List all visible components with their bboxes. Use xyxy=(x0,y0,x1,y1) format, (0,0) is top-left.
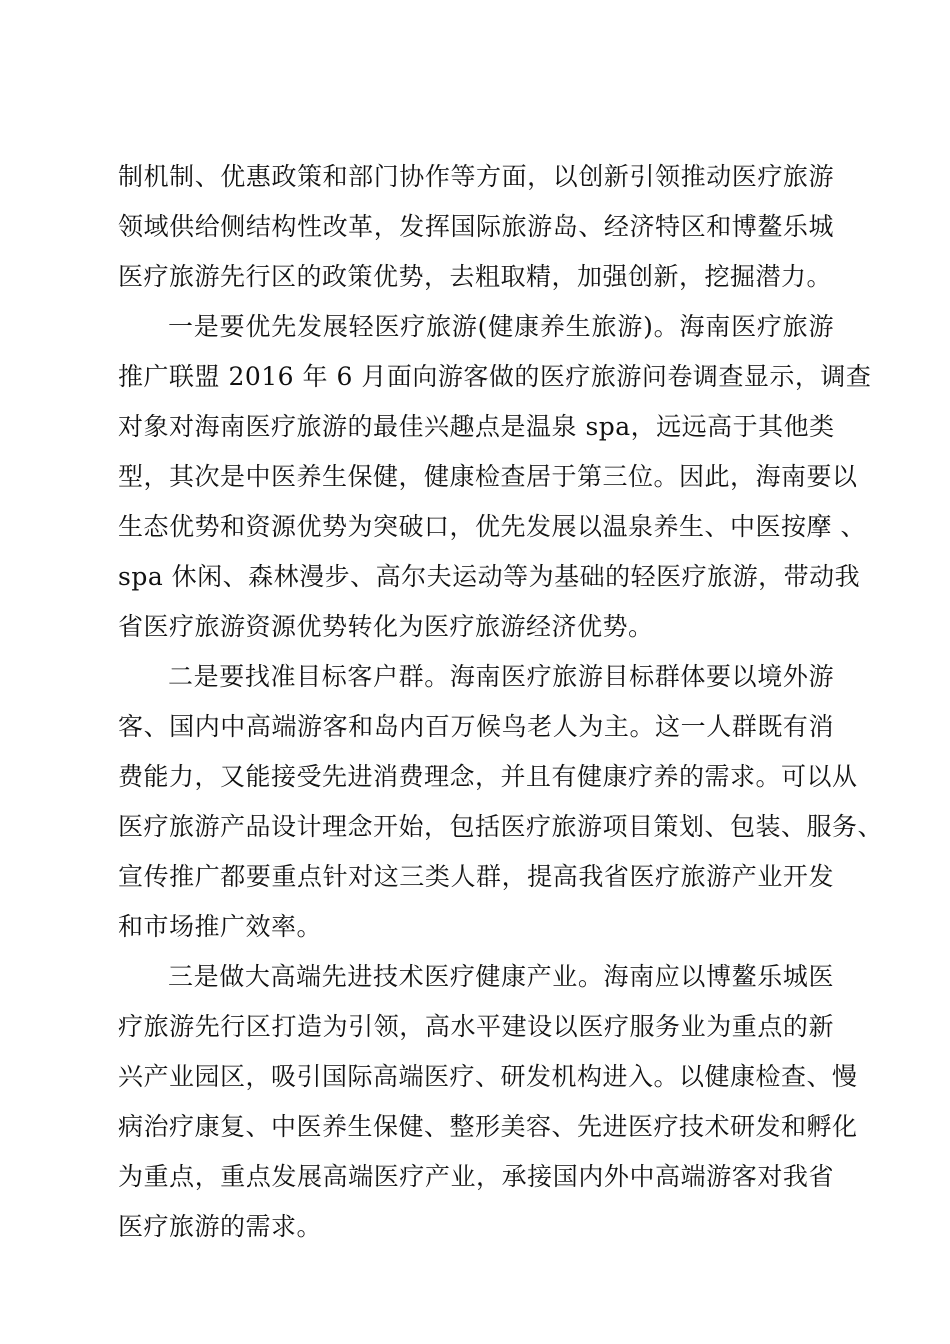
text-line: 对象对海南医疗旅游的最佳兴趣点是温泉 spa，远远高于其他类 xyxy=(118,412,835,441)
paragraph-4 xyxy=(118,952,858,1252)
text-line: 费能力，又能接受先进消费理念，并且有健康疗养的需求。可以从 xyxy=(118,762,858,791)
text-line: 生态优势和资源优势为突破口，优先发展以温泉养生、中医按摩 、 xyxy=(118,512,866,541)
document-body xyxy=(118,152,884,1252)
text-line: 疗旅游先行区打造为引领，高水平建设以医疗服务业为重点的新 xyxy=(118,1012,834,1041)
text-line: 一是要优先发展轻医疗旅游(健康养生旅游)。海南医疗旅游 xyxy=(168,312,834,341)
paragraph-3 xyxy=(118,652,884,952)
text-line: 宣传推广都要重点针对这三类人群，提高我省医疗旅游产业开发 xyxy=(118,862,834,891)
text-line: spa 休闲、森林漫步、高尔夫运动等为基础的轻医疗旅游，带动我 xyxy=(118,562,861,591)
text-line: 和市场推广效率。 xyxy=(118,912,323,941)
text-line: 医疗旅游先行区的政策优势，去粗取精，加强创新，挖掘潜力。 xyxy=(118,262,833,291)
text-line: 为重点，重点发展高端医疗产业，承接国内外中高端游客对我省 xyxy=(118,1162,834,1191)
text-line: 医疗旅游产品设计理念开始，包括医疗旅游项目策划、包装、服务、 xyxy=(118,812,884,841)
text-line: 客、国内中高端游客和岛内百万候鸟老人为主。这一人群既有消 xyxy=(118,712,834,741)
text-line: 兴产业园区，吸引国际高端医疗、研发机构进入。以健康检查、慢 xyxy=(118,1062,858,1091)
paragraph-1 xyxy=(118,152,834,302)
text-line: 三是做大高端先进技术医疗健康产业。海南应以博鳌乐城医 xyxy=(168,962,834,991)
text-line: 制机制、优惠政策和部门协作等方面，以创新引领推动医疗旅游 xyxy=(118,162,834,191)
text-line: 医疗旅游的需求。 xyxy=(118,1212,323,1241)
text-line: 病治疗康复、中医养生保健、整形美容、先进医疗技术研发和孵化 xyxy=(118,1112,858,1141)
text-line: 领域供给侧结构性改革，发挥国际旅游岛、经济特区和博鳌乐城 xyxy=(118,212,834,241)
text-line: 推广联盟 2016 年 6 月面向游客做的医疗旅游问卷调查显示，调查 xyxy=(118,362,872,391)
text-line: 省医疗旅游资源优势转化为医疗旅游经济优势。 xyxy=(118,612,654,641)
text-line: 二是要找准目标客户群。海南医疗旅游目标群体要以境外游 xyxy=(168,662,834,691)
paragraph-2 xyxy=(118,302,872,652)
text-line: 型，其次是中医养生保健，健康检查居于第三位。因此，海南要以 xyxy=(118,462,858,491)
